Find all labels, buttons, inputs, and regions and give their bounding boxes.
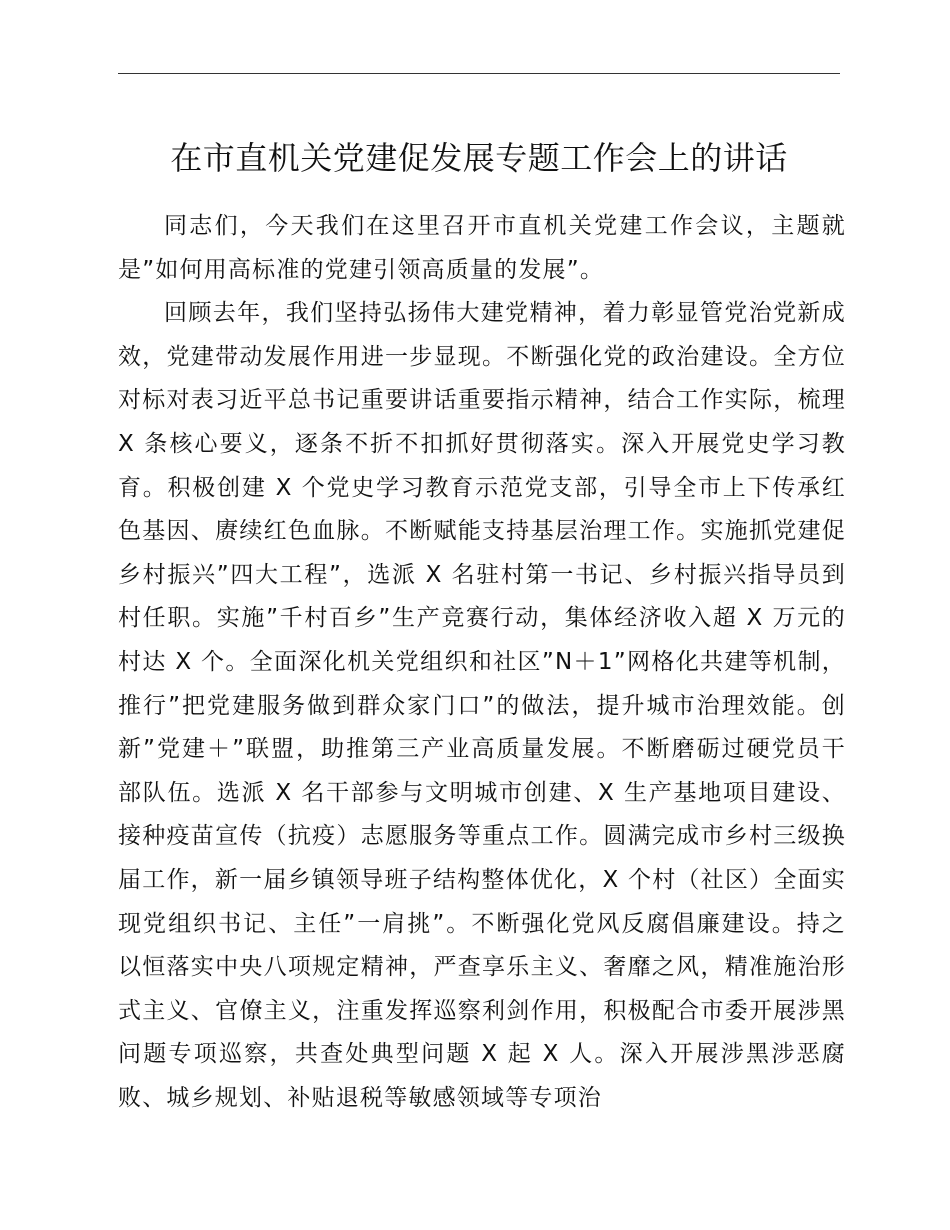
header-rule [118,73,840,74]
paragraph-review: 回顾去年，我们坚持弘扬伟大建党精神，着力彰显管党治党新成效，党建带动发展作用进一步显现。不断强化党的政治建设。全方位对标对表习近平总书记重要讲话重要指示精神，结合工作实际，梳理 X 条核心要义，逐条不折不扣抓好贯彻落实。深入开展党史学习教育。积极创建 X 个党史学习教育示范党支部，引导全市上下传承红色基因、赓续红色血脉。不断赋能支持基层治理工作。实施抓党建促乡村振兴”四大工程”，选派 X 名驻村第一书记、乡村振兴指导员到村任职。实施”千村百乡”生产竞赛行动，集体经济收入超 X 万元的村达 X 个。全面深化机关党组织和社区”N＋1”网格化共建等机制，推行”把党建服务做到群众家门口”的做法，提升城市治理效能。创新”党建＋”联盟，助推第三产业高质量发展。不断磨砺过硬党员干部队伍。选派 X 名干部参与文明城市创建、X 生产基地项目建设、接种疫苗宣传（抗疫）志愿服务等重点工作。圆满完成市乡村三级换届工作，新一届乡镇领导班子结构整体优化，X 个村（社区）全面实现党组织书记、主任”一肩挑”。不断强化党风反腐倡廉建设。持之以恒落实中央八项规定精神，严查享乐主义、奢靡之风，精准施治形式主义、官僚主义，注重发挥巡察利剑作用，积极配合市委开展涉黑问题专项巡察，共查处典型问题 X 起 X 人。深入开展涉黑涉恶腐败、城乡规划、补贴退税等敏感领域等专项治 [118,300,846,1111]
page-title: 在市直机关党建促发展专题工作会上的讲话 [170,139,788,177]
paragraph-opening: 同志们，今天我们在这里召开市直机关党建工作会议，主题就是”如何用高标准的党建引领高质量的发展”。 [118,213,846,283]
document-body [118,205,846,1120]
